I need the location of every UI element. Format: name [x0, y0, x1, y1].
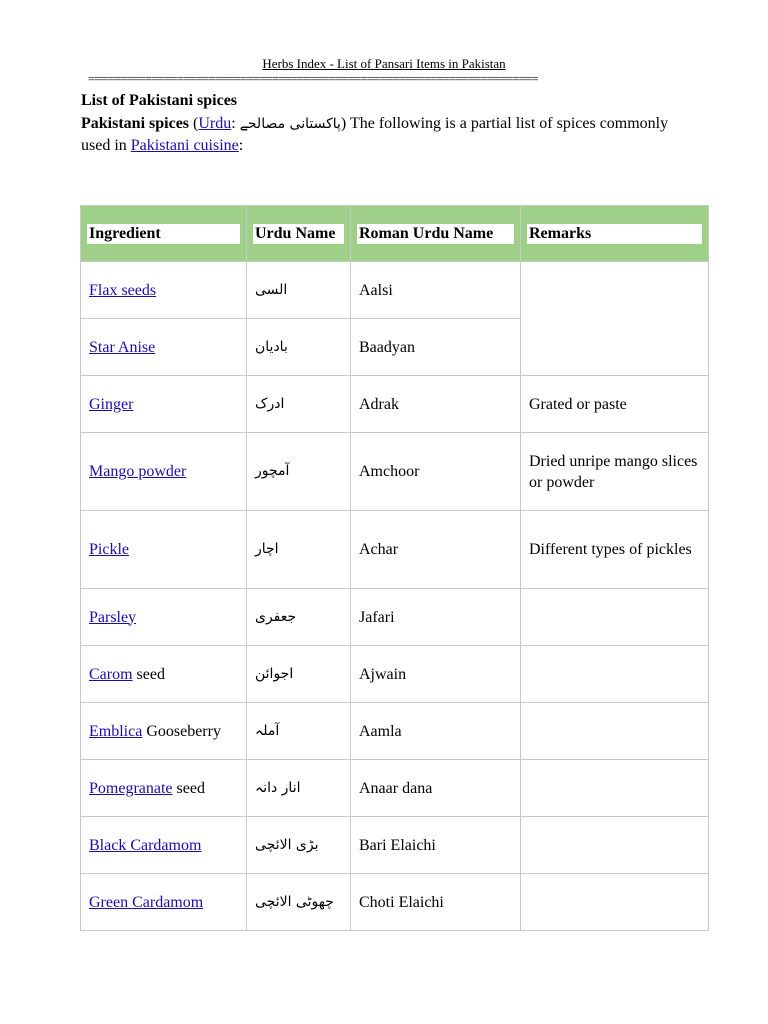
ingredient-cell	[81, 646, 247, 703]
urdu-name: بادیان	[253, 335, 344, 360]
urdu-name: جعفری	[253, 605, 344, 630]
ingredient-link[interactable]: Emblica	[89, 722, 143, 740]
ingredient-link[interactable]: Mango powder	[89, 463, 187, 480]
roman-urdu-name: Aamla	[357, 719, 514, 744]
intro-bold-lead: Pakistani spices	[81, 115, 190, 132]
ingredient-link[interactable]: Flax seeds	[89, 281, 157, 299]
roman-urdu-cell	[351, 511, 521, 589]
roman-urdu-cell	[351, 760, 521, 817]
roman-urdu-name: Jafari	[357, 605, 514, 630]
remarks-cell	[521, 589, 709, 646]
intro-text-2: :	[238, 137, 244, 154]
remarks-text: Dried unripe mango slices or powder	[527, 449, 702, 495]
urdu-name-cell	[247, 646, 351, 703]
ingredient-cell	[81, 589, 247, 646]
urdu-name-cell	[247, 319, 351, 376]
header-roman-urdu-name: Roman Urdu Name	[351, 206, 521, 262]
roman-urdu-name: Baadyan	[357, 335, 514, 360]
table-row	[81, 703, 709, 760]
remarks-text	[527, 607, 702, 627]
roman-urdu-cell	[351, 646, 521, 703]
urdu-name-cell	[247, 817, 351, 874]
urdu-link[interactable]: Urdu	[198, 115, 232, 132]
table-row	[81, 433, 709, 511]
urdu-name: بڑی الائچی	[253, 833, 344, 858]
table-row	[81, 589, 709, 646]
urdu-name-cell	[247, 703, 351, 760]
table-row	[81, 376, 709, 433]
roman-urdu-cell	[351, 817, 521, 874]
ingredient-cell	[81, 817, 247, 874]
remarks-cell	[521, 817, 709, 874]
ingredient-cell	[81, 433, 247, 511]
header-ingredient: Ingredient	[81, 206, 247, 262]
intro-paragraph	[81, 113, 681, 156]
header-urdu-name: Urdu Name	[247, 206, 351, 262]
ingredient-link[interactable]: Pickle	[89, 541, 129, 558]
remarks-cell	[521, 874, 709, 931]
intro-colon: :	[231, 115, 240, 132]
remarks-text	[527, 835, 702, 855]
roman-urdu-cell	[351, 262, 521, 319]
remarks-text	[527, 892, 702, 912]
remarks-cell	[521, 376, 709, 433]
roman-urdu-name: Achar	[357, 537, 514, 562]
urdu-name: آملہ	[253, 719, 344, 744]
remarks-text	[527, 778, 702, 798]
urdu-name-cell	[247, 262, 351, 319]
ingredient-link[interactable]: Ginger	[89, 395, 134, 413]
urdu-name: السی	[253, 278, 344, 303]
roman-urdu-cell	[351, 319, 521, 376]
document-title: Herbs Index - List of Pansari Items in Pakistan	[262, 56, 506, 71]
remarks-text	[527, 721, 702, 741]
roman-urdu-name: Adrak	[357, 392, 514, 417]
roman-urdu-cell	[351, 703, 521, 760]
urdu-name: انار دانہ	[253, 776, 344, 801]
ingredient-link[interactable]: Carom	[89, 665, 133, 683]
urdu-name-cell	[247, 589, 351, 646]
urdu-name-cell	[247, 376, 351, 433]
ingredient-cell	[81, 376, 247, 433]
roman-urdu-cell	[351, 589, 521, 646]
roman-urdu-cell	[351, 874, 521, 931]
table-header-row	[81, 206, 709, 262]
ingredient-cell	[81, 262, 247, 319]
remarks-cell	[521, 646, 709, 703]
ingredient-suffix: seed	[132, 665, 165, 683]
table-row	[81, 511, 709, 589]
ingredient-cell	[81, 874, 247, 931]
ingredient-link[interactable]: Green Cardamom	[89, 893, 204, 911]
remarks-cell	[521, 760, 709, 817]
urdu-name: چھوٹی الائچی	[253, 890, 344, 915]
remarks-cell	[521, 703, 709, 760]
intro-text-1: The following is a partial list of spices commonly used in	[81, 115, 669, 154]
table-row	[81, 760, 709, 817]
table-row	[81, 646, 709, 703]
remarks-text	[527, 664, 702, 684]
separator-rule: =======================================================================	[88, 74, 538, 84]
spices-table	[80, 205, 709, 931]
urdu-name: اچار	[253, 537, 344, 562]
roman-urdu-cell	[351, 433, 521, 511]
pakistani-cuisine-link[interactable]: Pakistani cuisine	[130, 137, 239, 154]
roman-urdu-name: Aalsi	[357, 278, 514, 303]
roman-urdu-cell	[351, 376, 521, 433]
ingredient-link[interactable]: Parsley	[89, 608, 137, 626]
table-row	[81, 262, 709, 319]
remarks-text: Grated or paste	[527, 392, 702, 417]
intro-paren-close: )	[340, 115, 347, 132]
roman-urdu-name: Ajwain	[357, 662, 514, 687]
intro-paren-open: (	[189, 115, 199, 132]
ingredient-link[interactable]: Pomegranate	[89, 779, 173, 797]
ingredient-cell	[81, 319, 247, 376]
header-remarks: Remarks	[521, 206, 709, 262]
urdu-term: پاکستانی مصالحے	[239, 116, 341, 132]
ingredient-cell	[81, 760, 247, 817]
ingredient-link[interactable]: Star Anise	[89, 338, 156, 356]
table-row	[81, 874, 709, 931]
ingredient-cell	[81, 703, 247, 760]
remarks-cell	[521, 511, 709, 589]
remarks-cell	[521, 433, 709, 511]
urdu-name: اجوائن	[253, 662, 344, 687]
list-heading: List of Pakistani spices	[81, 92, 238, 109]
roman-urdu-name: Amchoor	[357, 459, 514, 484]
ingredient-suffix: Gooseberry	[142, 722, 221, 740]
roman-urdu-name: Anaar dana	[357, 776, 514, 801]
roman-urdu-name: Bari Elaichi	[357, 833, 514, 858]
urdu-name: آمچور	[253, 459, 344, 484]
urdu-name-cell	[247, 433, 351, 511]
urdu-name-cell	[247, 511, 351, 589]
ingredient-cell	[81, 511, 247, 589]
urdu-name: ادرک	[253, 392, 344, 417]
roman-urdu-name: Choti Elaichi	[357, 890, 514, 915]
table-row	[81, 817, 709, 874]
remarks-text: Different types of pickles	[527, 537, 702, 562]
ingredient-link[interactable]: Black Cardamom	[89, 836, 202, 854]
ingredient-suffix: seed	[172, 779, 205, 797]
urdu-name-cell	[247, 874, 351, 931]
urdu-name-cell	[247, 760, 351, 817]
remarks-cell	[521, 262, 709, 376]
